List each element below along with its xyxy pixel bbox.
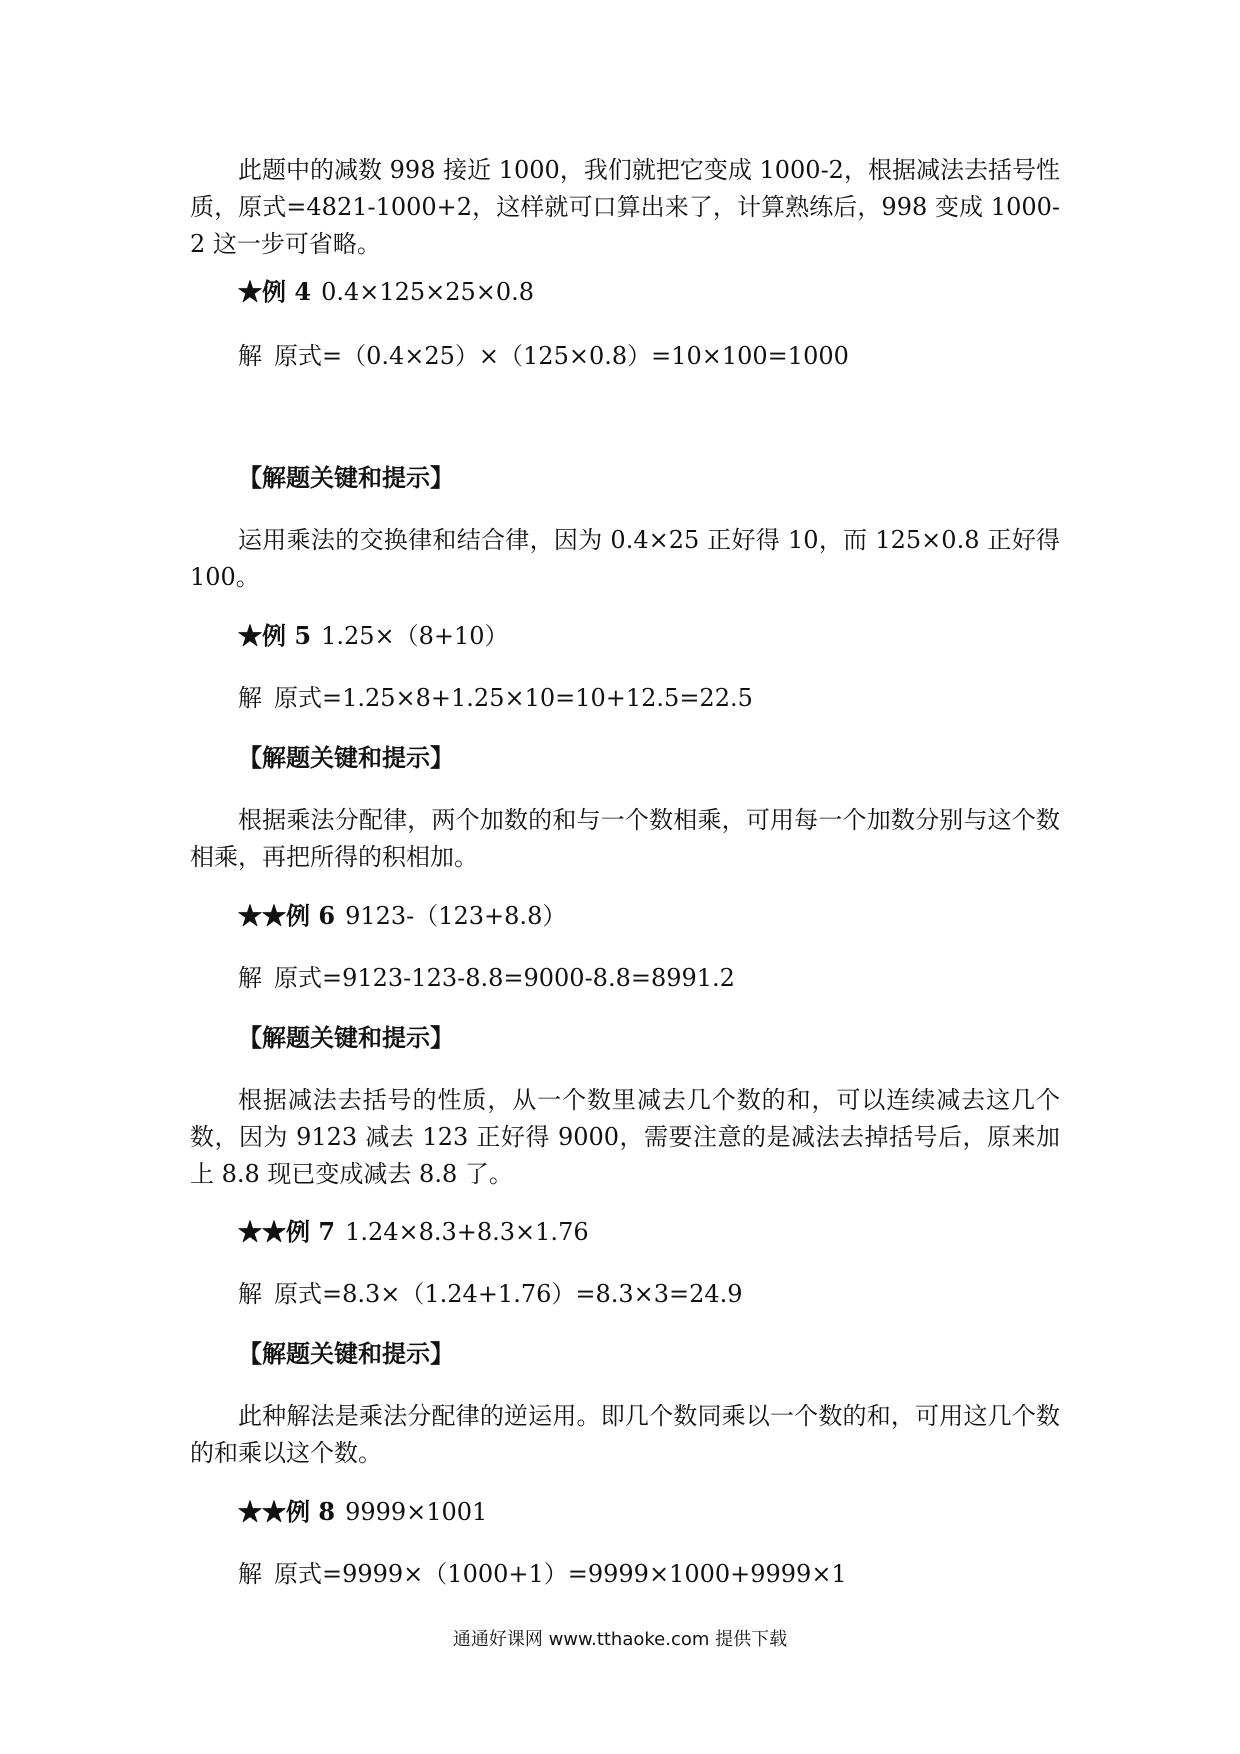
star-icon: ★ bbox=[238, 621, 262, 650]
key-paragraph: 此种解法是乘法分配律的逆运用。即几个数同乘以一个数的和，可用这几个数的和乘以这个数。 bbox=[190, 1402, 1060, 1467]
key-paragraph: 运用乘法的交换律和结合律，因为 0.4×25 正好得 10，而 125×0.8 正好得 100。 bbox=[190, 526, 1060, 591]
example-expression: 1.25×（8+10） bbox=[321, 622, 509, 650]
intro-paragraph: 此题中的减数 998 接近 1000，我们就把它变成 1000-2，根据减法去括号性质，原式=4821-1000+2，这样就可口算出来了，计算熟练后，998 变成 1000-2 这一步可省略。 bbox=[190, 156, 1060, 258]
example-7-solution bbox=[238, 1278, 743, 1310]
solution-label: 解 bbox=[238, 964, 262, 992]
star-icon: ★★ bbox=[238, 1217, 286, 1246]
key-paragraph: 根据减法去括号的性质，从一个数里减去几个数的和，可以连续减去这几个数，因为 9123 减去 123 正好得 9000，需要注意的是减法去掉括号后，原来加上 8.8 现已变成减去 8.8 了。 bbox=[190, 1086, 1060, 1188]
example-expression: 9999×1001 bbox=[345, 1498, 488, 1526]
key-paragraph: 根据乘法分配律，两个加数的和与一个数相乘，可用每一个加数分别与这个数相乘，再把所得的积相加。 bbox=[190, 806, 1060, 871]
example-5-solution bbox=[238, 682, 753, 714]
example-expression: 0.4×125×25×0.8 bbox=[321, 278, 535, 306]
example-6-solution bbox=[238, 962, 735, 994]
example-4-solution bbox=[238, 340, 849, 372]
example-expression: 1.24×8.3+8.3×1.76 bbox=[345, 1218, 589, 1246]
example-4-heading bbox=[238, 276, 534, 308]
page-footer: 通通好课网 www.tthaoke.com 提供下载 bbox=[452, 1629, 788, 1650]
star-icon: ★ bbox=[238, 277, 262, 306]
solution-text: 原式=9123-123-8.8=9000-8.8=8991.2 bbox=[274, 964, 735, 992]
key-heading: 【解题关键和提示】 bbox=[238, 1340, 454, 1368]
key-heading: 【解题关键和提示】 bbox=[238, 744, 454, 772]
example-expression: 9123-（123+8.8） bbox=[345, 902, 567, 930]
example-8-solution bbox=[238, 1558, 847, 1590]
solution-label: 解 bbox=[238, 1280, 262, 1308]
solution-label: 解 bbox=[238, 342, 262, 370]
example-7-heading bbox=[238, 1216, 589, 1248]
example-label: 例 8 bbox=[286, 1497, 336, 1526]
example-label: 例 7 bbox=[286, 1217, 336, 1246]
solution-text: 原式=1.25×8+1.25×10=10+12.5=22.5 bbox=[274, 684, 753, 712]
example-8-heading bbox=[238, 1496, 487, 1528]
solution-label: 解 bbox=[238, 684, 262, 712]
solution-text: 原式=8.3×（1.24+1.76）=8.3×3=24.9 bbox=[274, 1280, 743, 1308]
example-label: 例 6 bbox=[286, 901, 336, 930]
solution-label: 解 bbox=[238, 1560, 262, 1588]
example-label: 例 5 bbox=[262, 621, 312, 650]
example-5-heading bbox=[238, 620, 509, 652]
key-heading: 【解题关键和提示】 bbox=[238, 1024, 454, 1052]
example-6-heading bbox=[238, 900, 566, 932]
solution-text: 原式=（0.4×25）×（125×0.8）=10×100=1000 bbox=[274, 342, 849, 370]
star-icon: ★★ bbox=[238, 901, 286, 930]
key-heading: 【解题关键和提示】 bbox=[238, 464, 454, 492]
star-icon: ★★ bbox=[238, 1497, 286, 1526]
example-label: 例 4 bbox=[262, 277, 312, 306]
solution-text: 原式=9999×（1000+1）=9999×1000+9999×1 bbox=[274, 1560, 847, 1588]
